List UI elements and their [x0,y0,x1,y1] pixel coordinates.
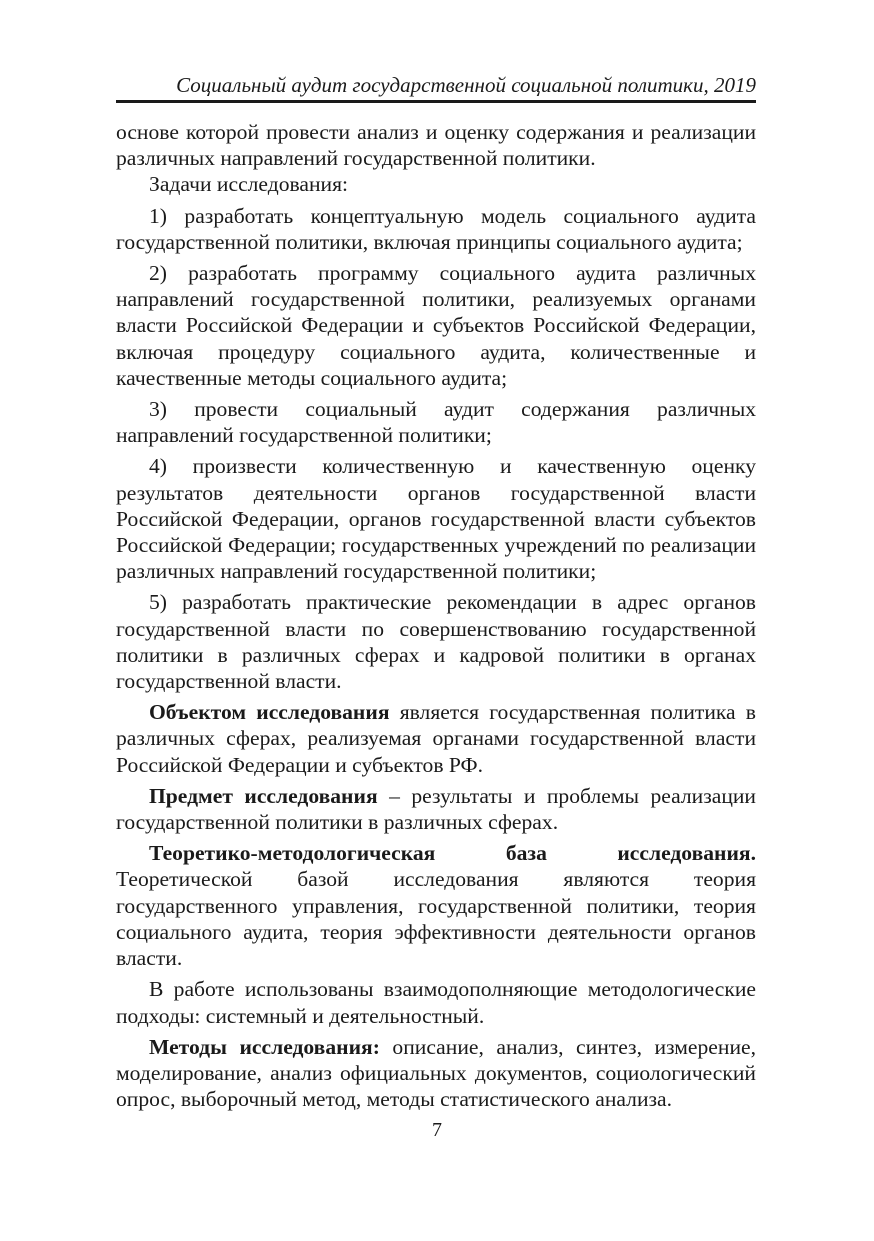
theory-base-text: Теоретической базой исследования являются теория государственного управления, государственной политики, теория социального аудита, теория эффективности деятельности органов власти. [116,867,756,971]
paragraph-task-2: 2) разработать программу социального аудита различных направлений государственной политики, реализуемых органами власти Российской Федерации и субъектов Российской Федерации, включая процедуру социального аудита, количественные и качественные методы социального аудита; [116,261,756,390]
methods-term: Методы исследования: [149,1034,380,1059]
object-term: Объектом исследования [149,700,390,725]
theory-base-term: Теоретико-методологическая база исследования. [149,841,756,866]
subject-term: Предмет исследования [149,783,378,808]
page-number: 7 [432,1119,442,1141]
paragraph-methods [116,1034,756,1113]
object-text: является государственная политика в различных сферах, реализуемая органами государственной власти Российской Федерации и субъектов РФ. [116,700,756,777]
paragraph-theory-base [116,840,756,971]
paragraph-tasks-heading: Задачи исследования: [149,172,349,197]
paragraph-subject [116,783,756,835]
subject-text: – результаты и проблемы реализации государственной политики в различных сферах. [116,783,756,835]
paragraph-task-1: 1) разработать концептуальную модель социального аудита государственной политики, включая принципы социального аудита; [116,203,756,254]
paragraph-task-5: 5) разработать практические рекомендации в адрес органов государственной власти по совершенствованию государственной политики в различных сферах и кадровой политики в органах государственной власти. [116,590,756,694]
paragraph-task-4: 4) произвести количественную и качественную оценку результатов деятельности органов государственной власти Российской Федерации, органов государственной власти субъектов Российской Федерации; государственных учреждений по реализации различных направлений государственной политики; [116,454,756,584]
page-body [116,119,756,1112]
paragraph-approaches: В работе использованы взаимодополняющие методологические подходы: системный и деятельностный. [116,977,756,1028]
paragraph-object [116,699,756,778]
running-header: Социальный аудит государственной социальной политики, 2019 [176,73,756,97]
methods-text: описание, анализ, синтез, измерение, моделирование, анализ официальных документов, социологический опрос, выборочный метод, методы статистического анализа. [116,1034,756,1112]
paragraph-continuation: основе которой провести анализ и оценку содержания и реализации различных направлений государственной политики. [116,120,756,171]
paragraph-task-3: 3) провести социальный аудит содержания различных направлений государственной политики; [116,397,756,448]
header-rule [116,100,756,103]
